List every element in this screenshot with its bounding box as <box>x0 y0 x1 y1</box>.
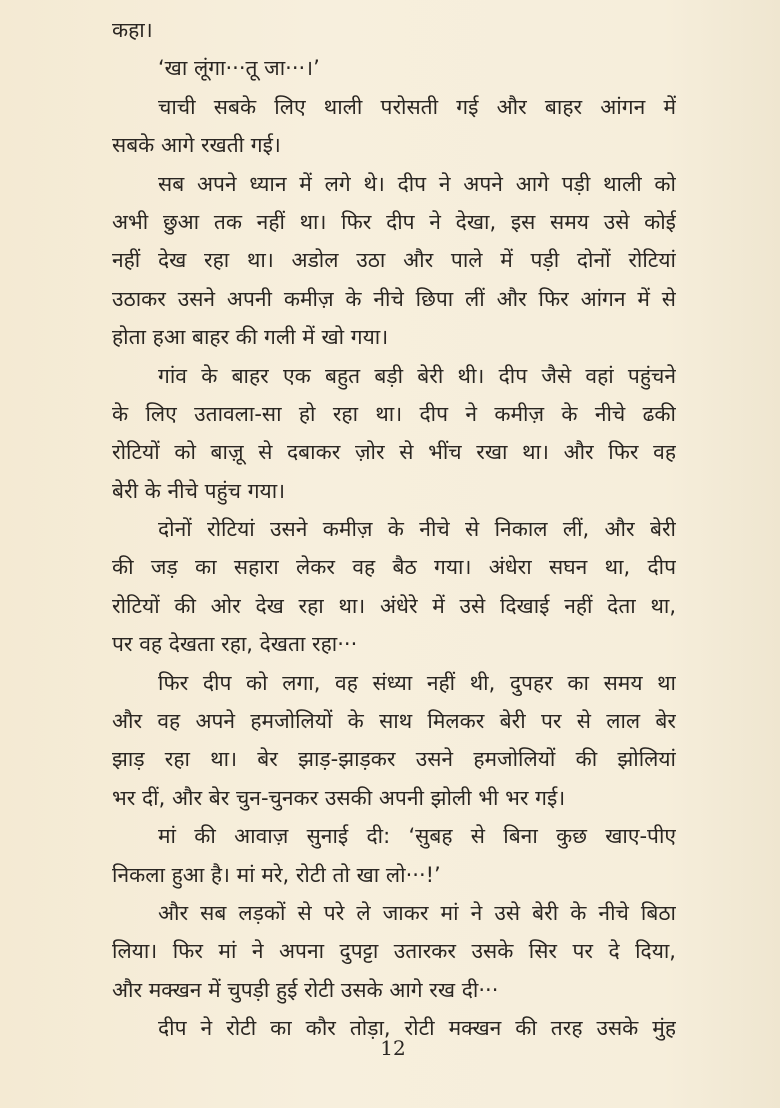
text-line: झाड़ रहा था। बेर झाड़-झाड़कर उसने हमजोलियों की झोलियां <box>112 747 676 772</box>
text-line: चाची सबके लिए थाली परोसती गई और बाहर आंगन में <box>158 94 676 119</box>
text-line: नहीं देख रहा था। अडोल उठा और पाले में पड़ी दोनों रोटियां <box>112 248 676 273</box>
text-line: सब अपने ध्यान में लगे थे। दीप ने अपने आगे पड़ी थाली को <box>158 171 676 196</box>
text-line: फिर दीप को लगा, वह संध्या नहीं थी, दुपहर का समय था <box>158 670 676 695</box>
text-line: और मक्खन में चुपड़ी हुई रोटी उसके आगे रख दी··· <box>112 977 499 1002</box>
text-line: रोटियों को बाज़ू से दबाकर ज़ोर से भींच रखा था। और फिर वह <box>112 440 676 465</box>
text-line: ‘खा लूंगा···तू जा···।’ <box>158 56 320 81</box>
text-line: के लिए उतावला-सा हो रहा था। दीप ने कमीज़ के नीचे ढकी <box>112 401 676 426</box>
text-line: दोनों रोटियां उसने कमीज़ के नीचे से निकाल लीं, और बेरी <box>158 517 676 542</box>
text-line: सबके आगे रखती गई। <box>112 133 281 158</box>
text-line: गांव के बाहर एक बहुत बड़ी बेरी थी। दीप जैसे वहां पहुंचने <box>158 363 676 388</box>
text-line: रोटियों की ओर देख रहा था। अंधेरे में उसे दिखाई नहीं देता था, <box>112 593 676 618</box>
text-line: अभी छुआ तक नहीं था। फिर दीप ने देखा, इस समय उसे कोई <box>112 209 676 234</box>
text-line: और सब लड़कों से परे ले जाकर मां ने उसे बेरी के नीचे बिठा <box>158 900 676 925</box>
text-line: उठाकर उसने अपनी कमीज़ के नीचे छिपा लीं और फिर आंगन में से <box>112 286 676 311</box>
text-line: कहा। <box>112 18 153 42</box>
text-line: लिया। फिर मां ने अपना दुपट्टा उतारकर उसके सिर पर दे दिया, <box>112 939 676 964</box>
text-line: दीप ने रोटी का कौर तोड़ा, रोटी मक्खन की तरह उसके मुंह <box>158 1016 676 1041</box>
text-line: होता हआ बाहर की गली में खो गया। <box>112 325 389 350</box>
text-line: बेरी के नीचे पहुंच गया। <box>112 478 286 503</box>
text-line: भर दीं, और बेर चुन-चुनकर उसकी अपनी झोली भी भर गई। <box>112 785 566 810</box>
page-body-text <box>112 11 676 1048</box>
text-line: और वह अपने हमजोलियों के साथ मिलकर बेरी पर से लाल बेर <box>112 709 676 734</box>
text-line: मां की आवाज़ सुनाई दी: ‘सुबह से बिना कुछ खाए-पीए <box>158 824 676 849</box>
page-number: 12 <box>380 1036 406 1060</box>
text-line: की जड़ का सहारा लेकर वह बैठ गया। अंधेरा सघन था, दीप <box>112 555 676 580</box>
text-line: पर वह देखता रहा, देखता रहा··· <box>112 632 358 657</box>
text-line: निकला हुआ है। मां मरे, रोटी तो खा लो···!’ <box>112 862 441 887</box>
